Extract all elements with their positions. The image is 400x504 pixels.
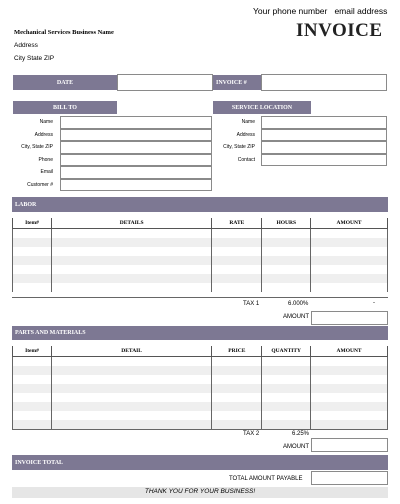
table-row[interactable] [13,384,388,393]
labor-table [12,218,388,292]
labor-col-details: DETAILS [51,218,212,229]
labor-col-item: Item# [13,218,52,229]
invoice-number-field[interactable] [261,74,387,91]
total-payable-field[interactable] [311,471,388,485]
table-row[interactable] [13,256,388,265]
bill-to-label-customer: Customer # [27,181,53,188]
business-name: Mechanical Services Business Name [14,29,114,36]
labor-header: LABOR [12,197,388,212]
bill-to-label-phone: Phone [38,156,53,163]
service-address-field[interactable] [261,129,387,142]
date-label: DATE [13,75,117,90]
bill-to-label-name: Name [39,119,53,126]
table-row[interactable] [13,393,388,402]
parts-col-amount: AMOUNT [311,346,388,357]
total-payable-label: TOTAL AMOUNT PAYABLE [229,476,303,482]
service-city-field[interactable] [261,141,387,154]
labor-col-hours: HOURS [262,218,311,229]
footer-thank-you: THANK YOU FOR YOUR BUSINESS! [144,488,256,495]
service-contact-field[interactable] [261,154,387,167]
labor-tax-rate: 6.000% [288,301,309,307]
business-address: Address [14,42,38,49]
bill-to-city-field[interactable] [60,141,212,154]
labor-table-bottom-line [12,297,388,298]
table-row[interactable] [13,375,388,384]
labor-tax-amount: - [373,300,375,306]
bill-to-phone-field[interactable] [60,154,212,167]
table-row[interactable] [13,357,388,367]
bill-to-name-field[interactable] [60,116,212,129]
table-row[interactable] [13,366,388,375]
parts-col-quantity: QUANTITY [262,346,311,357]
table-row[interactable] [13,402,388,411]
labor-tax-label: TAX 1 [243,301,260,307]
contact-line: Your phone number email address [253,6,388,16]
parts-table [12,346,388,429]
service-location-header: SERVICE LOCATION [213,101,311,114]
parts-amount-field[interactable] [311,438,388,452]
parts-col-detail: DETAIL [51,346,211,357]
business-city-state-zip: City State ZIP [14,55,55,62]
table-row[interactable] [13,265,388,274]
service-label-name: Name [241,119,255,126]
labor-amount-label: AMOUNT [283,314,309,320]
invoice-total-header: INVOICE TOTAL [12,455,388,470]
service-location-form [210,116,388,166]
labor-col-rate: RATE [212,218,262,229]
table-row[interactable] [13,238,388,247]
invoice-number-label: INVOICE # [213,75,261,90]
bill-to-label-address: Address [34,131,53,138]
date-field[interactable] [117,74,213,91]
bill-to-address-field[interactable] [60,129,212,142]
parts-header: PARTS AND MATERIALS [12,326,388,340]
invoice-title: INVOICE [296,20,383,41]
table-row[interactable] [13,229,388,239]
service-label-contact: Contact [237,156,255,163]
bill-to-customer-field[interactable] [60,179,212,192]
labor-amount-field[interactable] [311,311,388,325]
labor-col-amount: AMOUNT [311,218,388,229]
service-label-city: City, State ZIP [223,144,255,151]
parts-table-bottom-line [12,429,388,430]
parts-amount-label: AMOUNT [283,444,309,450]
service-label-address: Address [236,131,255,138]
parts-tax-label: TAX 2 [243,431,260,437]
parts-tax-rate: 6.25% [292,431,310,437]
bill-to-header: BILL TO [13,101,117,114]
bill-to-label-city: City, State ZIP [21,144,53,151]
table-row[interactable] [13,247,388,256]
bill-to-label-email: Email [40,169,53,176]
bill-to-email-field[interactable] [60,166,212,179]
table-row[interactable] [13,411,388,420]
parts-col-item: Item# [13,346,52,357]
bill-to-form [8,116,213,191]
table-row[interactable] [13,283,388,292]
table-row[interactable] [13,274,388,283]
service-name-field[interactable] [261,116,387,129]
parts-col-price: PRICE [212,346,262,357]
table-row[interactable] [13,420,388,429]
